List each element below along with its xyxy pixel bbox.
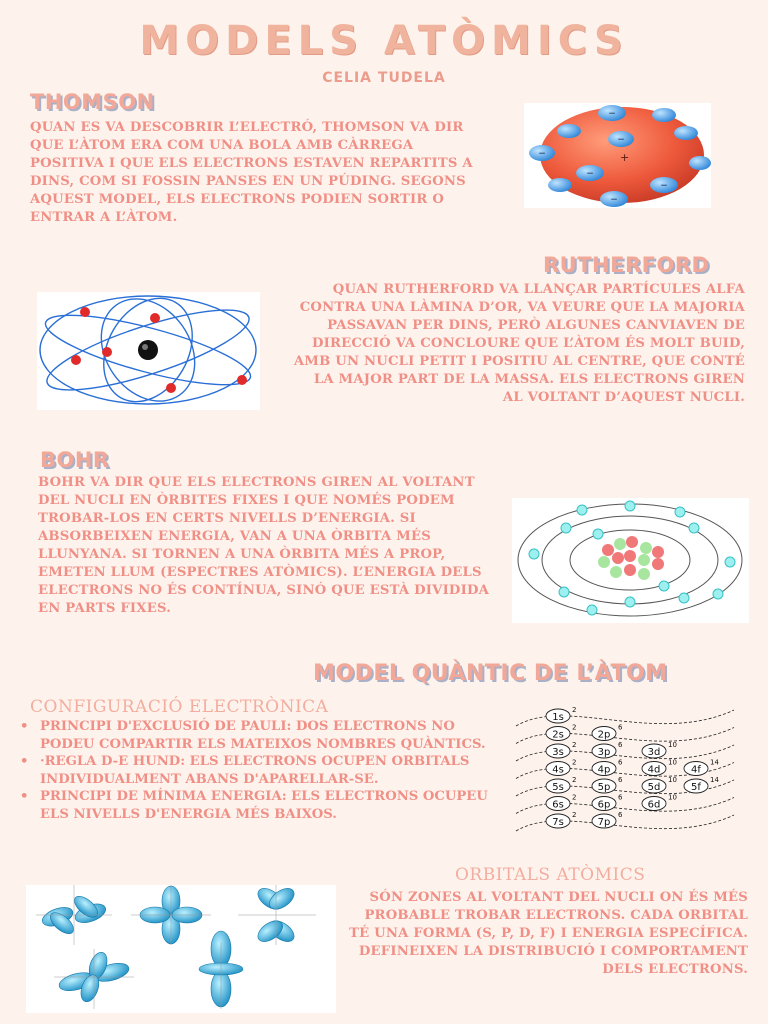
svg-text:14: 14 [710, 758, 719, 767]
orbital-lobes-illustration [26, 885, 336, 1013]
orbital-label [546, 759, 576, 776]
svg-text:10: 10 [668, 758, 677, 767]
orbital-label [546, 776, 576, 793]
svg-text:−: − [586, 169, 594, 179]
rutherford-heading: RUTHERFORD [543, 253, 710, 277]
orbital-label [642, 794, 677, 811]
plum-pudding-illustration [524, 103, 711, 208]
rutherford-text: QUAN RUTHERFORD VA LLANÇAR PARTÍCULES ALFA CONTRA UNA LÀMINA D’OR, VA VEURE QUE LA MAJORIA PASSAVAN PER DINS, PERÒ ALGUNES CANVIAVEN DE DIRECCIÓ VA CONCLOURE QUE L’ÀTOM ÉS MOLT BUID, AMB UN NUCLI PETIT I POSITIU AL CENTRE, QUE CONTÉ LA MAJOR PART DE LA MASSA. ELS ELECTRONS GIREN AL VOLTANT D’AQUEST NUCLI. [293, 282, 745, 405]
orbital-label [592, 776, 623, 793]
bohr-heading: BOHR [40, 448, 110, 472]
svg-text:6: 6 [618, 776, 623, 784]
svg-text:5d: 5d [647, 782, 661, 793]
orbital-label [642, 759, 677, 776]
orbital-label [546, 741, 576, 758]
orbital-label [546, 794, 576, 811]
orbitals-shapes-image [26, 885, 336, 1013]
svg-text:−: − [660, 181, 668, 191]
svg-text:6: 6 [618, 811, 623, 819]
orbital-label [592, 811, 623, 828]
svg-text:10: 10 [668, 776, 677, 784]
list-item: • PRINCIPI D'EXCLUSIÓ DE PAULI: DOS ELECTRONS NO PODEU COMPARTIR ELS MATEIXOS NOMBRES QUÀNTICS. [20, 719, 486, 752]
svg-text:7s: 7s [552, 817, 564, 828]
orbital-label [546, 811, 576, 828]
svg-text:−: − [610, 195, 618, 205]
orbitals-heading: ORBITALS ATÒMICS [455, 865, 646, 885]
page-title: MODELS ATÒMICS [139, 18, 629, 64]
orbital-label [684, 776, 719, 793]
thomson-model-image [524, 103, 711, 208]
svg-text:2: 2 [572, 723, 577, 732]
svg-text:10: 10 [668, 793, 677, 802]
svg-text:+: + [620, 151, 630, 164]
svg-text:4d: 4d [647, 764, 661, 776]
svg-text:6d: 6d [647, 799, 661, 811]
svg-text:2p: 2p [597, 729, 611, 741]
bohr-text: BOHR VA DIR QUE ELS ELECTRONS GIREN AL VOLTANT DEL NUCLI EN ÒRBITES FIXES I QUE NOMÉS PODEM TROBAR-LOS EN CERTS NIVELLS D’ENERGIA. SI ABSORBEIXEN ENERGIA, VAN A UNA ÒRBITA MÉS LLUNYANA. SI TORNEN A UNA ÒRBITA MÉS A PROP, EMETEN LLUM (ESPECTRES ATÒMICS). L’ENERGIA DELS ELECTRONS NO ÉS CONTÍNUA, SINÓ QUE ESTÀ DIVIDIDA EN PARTS FIXES. [38, 475, 490, 616]
orbital-label [684, 759, 719, 776]
svg-text:−: − [538, 149, 546, 159]
svg-text:7p: 7p [597, 817, 611, 828]
quantum-heading: MODEL QUÀNTIC DE L’ÀTOM [313, 661, 668, 686]
orbital-label [592, 759, 623, 776]
rutherford-model-image [37, 292, 260, 410]
aufbau-diagram [506, 700, 746, 840]
orbital-label [546, 706, 576, 723]
svg-text:2: 2 [572, 776, 577, 784]
svg-text:6: 6 [618, 793, 623, 802]
svg-text:3d: 3d [647, 747, 661, 758]
svg-text:4s: 4s [552, 764, 564, 776]
bullet-icon: • [20, 719, 29, 734]
config-heading: CONFIGURACIÓ ELECTRÒNICA [30, 697, 329, 717]
bullet-icon: • [20, 754, 29, 769]
svg-text:2: 2 [572, 741, 577, 749]
svg-text:6: 6 [618, 741, 623, 749]
svg-text:2: 2 [572, 811, 577, 819]
svg-text:4f: 4f [691, 764, 701, 776]
svg-text:5s: 5s [552, 782, 564, 793]
orbital-label [592, 724, 623, 741]
list-item: • ·REGLA D-E HUND: ELS ELECTRONS OCUPEN ORBITALS INDIVIDUALMENT ABANS D'APARELLAR-SE. [20, 754, 470, 787]
svg-text:3p: 3p [597, 747, 611, 758]
svg-text:6: 6 [618, 723, 623, 732]
aufbau-diagram-svg [506, 700, 746, 840]
orbital-label [546, 724, 576, 741]
orbital-label [592, 794, 623, 811]
config-rules-list [20, 718, 490, 823]
svg-text:6p: 6p [597, 799, 611, 811]
orbital-label [642, 741, 677, 758]
svg-text:−: − [608, 109, 616, 119]
svg-text:1s: 1s [552, 712, 564, 723]
bohr-atom-illustration [512, 498, 749, 623]
list-item: • PRINCIPI DE MÍNIMA ENERGIA: ELS ELECTRONS OCUPEU ELS NIVELLS D'ENERGIA MÉS BAIXOS. [20, 789, 488, 822]
svg-text:14: 14 [710, 776, 719, 784]
rutherford-atom-illustration [37, 292, 260, 410]
author-name: CELIA TUDELA [322, 70, 446, 86]
svg-text:3s: 3s [552, 747, 564, 758]
orbital-label [642, 776, 677, 793]
svg-text:2s: 2s [552, 729, 564, 741]
svg-text:2: 2 [572, 793, 577, 802]
svg-text:−: − [617, 135, 625, 145]
bohr-model-image [512, 498, 749, 623]
bullet-icon: • [20, 789, 29, 804]
svg-text:10: 10 [668, 741, 677, 749]
thomson-text: QUAN ES VA DESCOBRIR L’ELECTRÓ, THOMSON VA DIR QUE L’ÀTOM ERA COM UNA BOLA AMB CÀRREGA POSITIVA I QUE ELS ELECTRONS ESTAVEN REPARTITS A DINS, COM SI FOSSIN PANSES EN UN PÚDING. SEGONS AQUEST MODEL, ELS ELECTRONS PODIEN SORTIR O ENTRAR A L’ÀTOM. [30, 120, 473, 225]
svg-text:2: 2 [572, 706, 577, 714]
svg-text:5f: 5f [691, 782, 701, 793]
svg-text:6s: 6s [552, 799, 564, 811]
svg-text:4p: 4p [597, 764, 611, 776]
orbital-label [592, 741, 623, 758]
thomson-heading: THOMSON [30, 90, 155, 114]
svg-text:2: 2 [572, 758, 577, 767]
svg-text:5p: 5p [597, 782, 611, 793]
orbitals-text: SÓN ZONES AL VOLTANT DEL NUCLI ON ÉS MÉS PROBABLE TROBAR ELECTRONS. CADA ORBITAL TÉ UNA FORMA (S, P, D, F) I ENERGIA ESPECÍFICA. DEFINEIXEN LA DISTRIBUCIÓ I COMPORTAMENT DELS ELECTRONS. [349, 890, 748, 977]
svg-text:6: 6 [618, 758, 623, 767]
